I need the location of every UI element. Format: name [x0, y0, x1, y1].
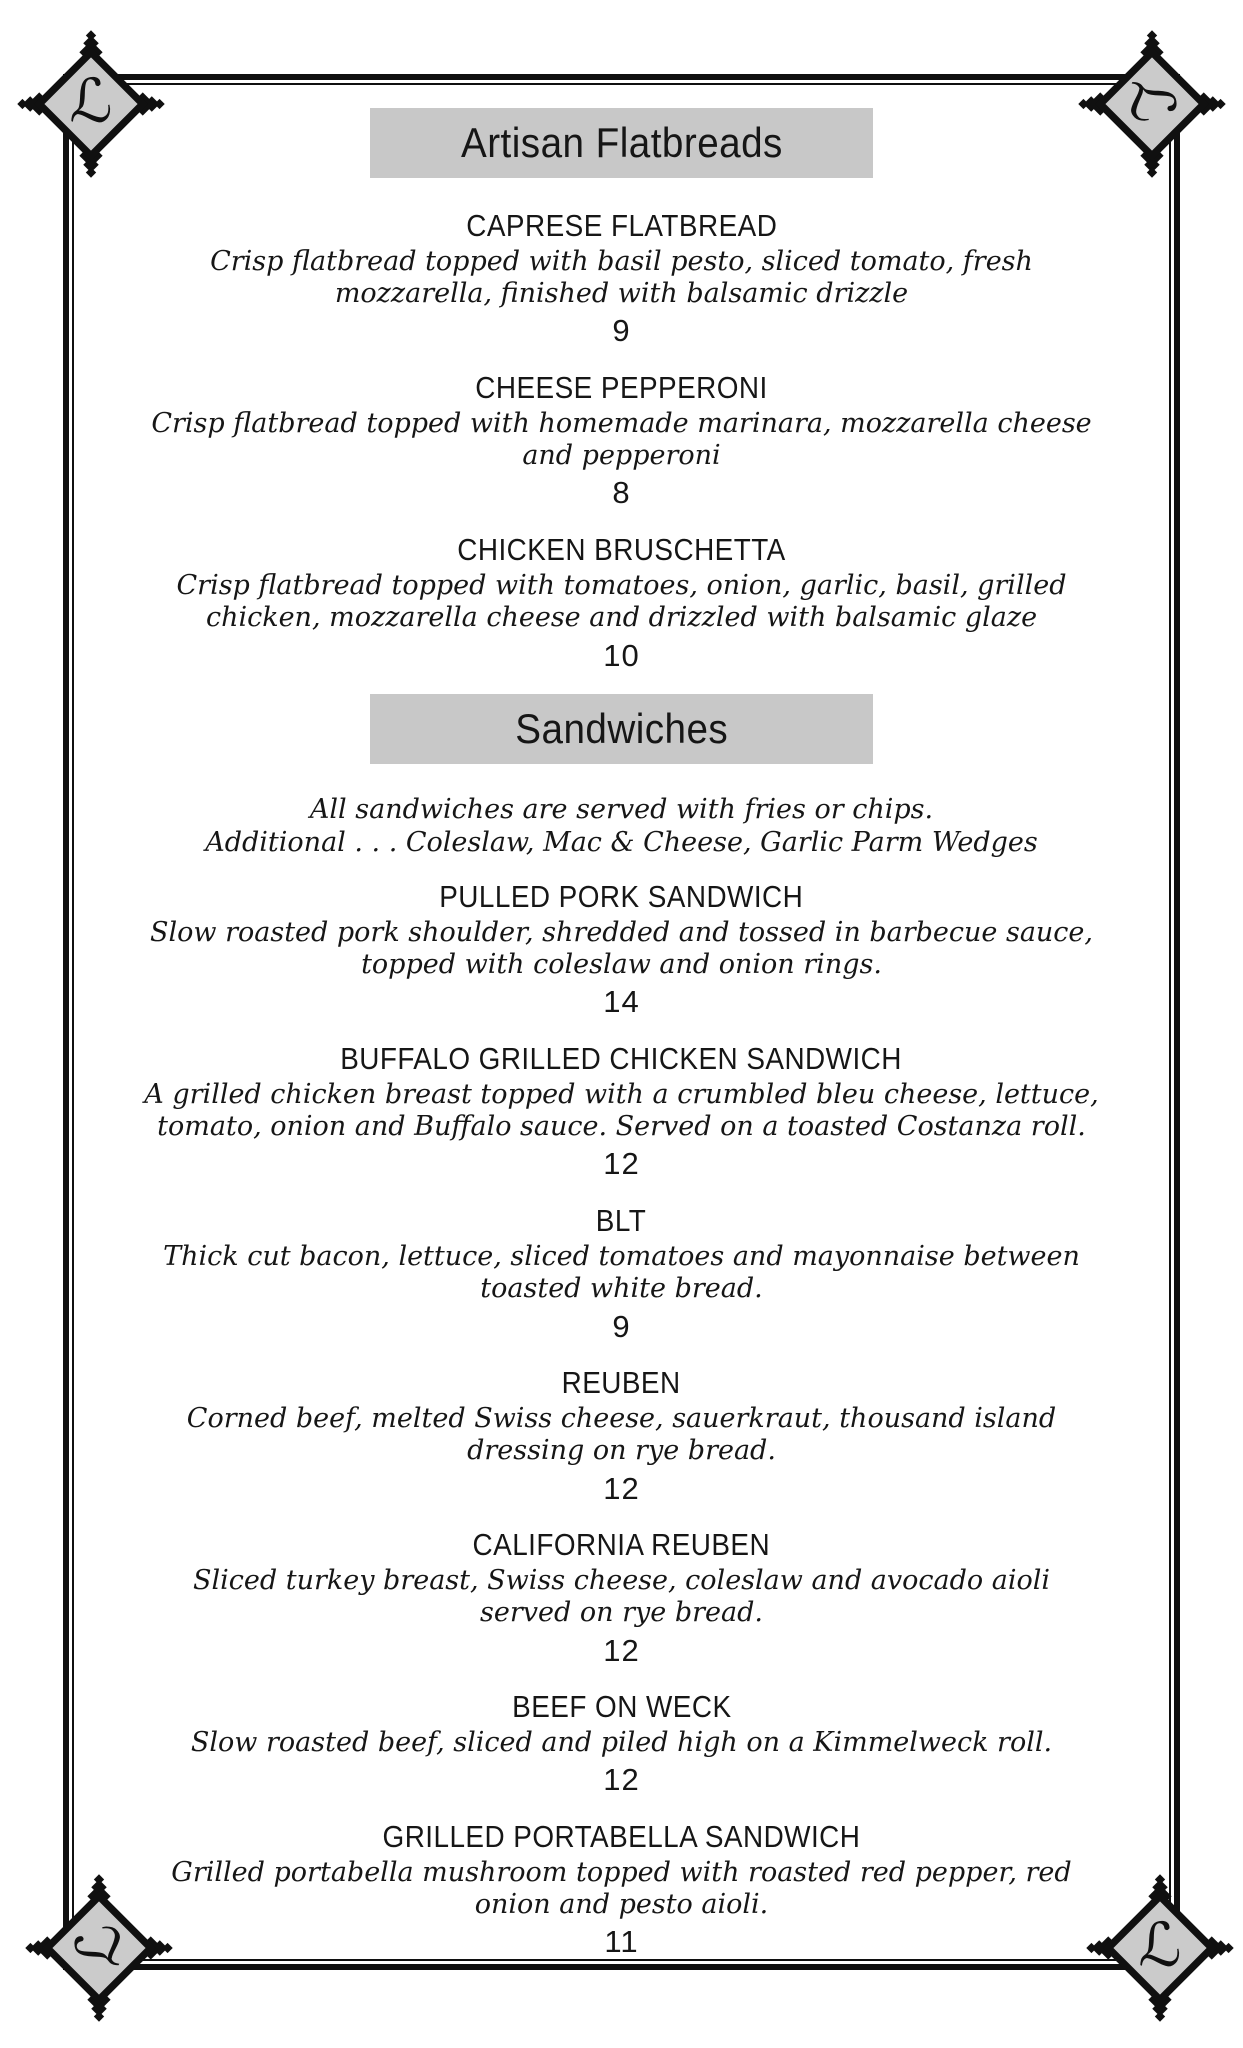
menu-item-description-line: tomato, onion and Buffalo sauce. Served on a toasted Costanza roll. [157, 1111, 1086, 1143]
menu-item-description-line: Sliced turkey breast, Swiss cheese, coleslaw and avocado aioli [192, 1564, 1051, 1596]
menu-item-name [102, 1365, 1142, 1401]
menu-item-price: 12 [603, 1762, 640, 1798]
menu-item [102, 1041, 1142, 1182]
menu-item-name [102, 1527, 1142, 1563]
menu-item-name-text: BEEF ON WECK [511, 1689, 732, 1725]
menu-item-description [102, 246, 1142, 311]
menu-item-description [102, 1565, 1142, 1630]
menu-item [102, 1819, 1142, 1960]
menu-item-name [102, 208, 1142, 244]
menu-item-price: 14 [603, 984, 640, 1020]
corner-ornament-bottom-right [1085, 1873, 1235, 2023]
menu-item [102, 208, 1142, 349]
menu-item [102, 1365, 1142, 1506]
menu-item-price: 10 [603, 637, 640, 673]
menu-item-description-line: Slow roasted beef, sliced and piled high on a Kimmelweck roll. [190, 1726, 1053, 1758]
menu-item-price: 12 [603, 1470, 640, 1506]
section-notes [63, 794, 1180, 859]
menu-item [102, 1203, 1142, 1344]
menu-item-description [102, 917, 1142, 982]
menu-item [102, 532, 1142, 673]
menu-item [102, 370, 1142, 511]
menu-item-price: 11 [604, 1924, 639, 1960]
menu-item-description-line: A grilled chicken breast topped with a crumbled bleu cheese, lettuce, [144, 1078, 1099, 1110]
menu-item-description-line: Slow roasted pork shoulder, shredded and tossed in barbecue sauce, [150, 916, 1093, 948]
menu-item-description-line: Thick cut bacon, lettuce, sliced tomatoes and mayonnaise between [163, 1240, 1080, 1272]
section-title: Sandwiches [515, 705, 728, 753]
menu-content [63, 66, 1187, 1970]
menu-item-description [102, 1727, 1142, 1759]
menu-item-description-line: mozzarella, finished with balsamic drizzle [334, 278, 909, 310]
menu-item-name-text: GRILLED PORTABELLA SANDWICH [382, 1818, 861, 1854]
menu-item-description-line: Grilled portabella mushroom topped with roasted red pepper, red [171, 1856, 1072, 1888]
monogram-letter: ℒ [1117, 79, 1187, 124]
menu-item-name [102, 879, 1142, 915]
menu-item-price: 12 [603, 1632, 640, 1668]
menu-item-description-line: and pepperoni [522, 440, 721, 472]
menu-item-price: 9 [612, 313, 631, 349]
menu-item-description-line: chicken, mozzarella cheese and drizzled with balsamic glaze [205, 602, 1038, 634]
menu-item-description-line: Corned beef, melted Swiss cheese, sauerkraut, thousand island [186, 1402, 1057, 1434]
menu-item-description-line: Crisp flatbread topped with tomatoes, onion, garlic, basil, grilled [176, 569, 1067, 601]
menu-item-description [102, 1079, 1142, 1144]
menu-item-name-text: BLT [596, 1203, 647, 1239]
section-note-line: All sandwiches are served with fries or chips. [309, 794, 934, 826]
menu-item-description [102, 1403, 1142, 1468]
menu-item-name-text: CALIFORNIA REUBEN [472, 1527, 771, 1563]
section-title: Artisan Flatbreads [460, 119, 783, 166]
section-header-band [370, 108, 873, 178]
menu-item-price: 12 [603, 1146, 640, 1182]
menu-item-description [102, 1241, 1142, 1306]
menu-item [102, 1527, 1142, 1668]
menu-item-name [102, 1041, 1142, 1077]
menu-item-description-line: Crisp flatbread topped with basil pesto, sliced tomato, fresh [210, 245, 1033, 277]
corner-ornament-top-right [1077, 29, 1227, 179]
menu-item [102, 1689, 1142, 1798]
menu-item-name-text: CHEESE PEPPERONI [475, 370, 768, 406]
monogram-letter: ℒ [64, 1923, 134, 1968]
menu-item-description-line: onion and pesto aioli. [474, 1888, 769, 1920]
menu-item-name-text: REUBEN [562, 1365, 681, 1401]
menu-item-price: 9 [612, 1308, 631, 1344]
menu-item-price: 8 [612, 475, 631, 511]
menu-item-description [102, 1857, 1142, 1922]
menu-item-description-line: Crisp flatbread topped with homemade marinara, mozzarella cheese [151, 407, 1092, 439]
menu-item-description [102, 408, 1142, 473]
monogram-letter: ℒ [1138, 1910, 1182, 1981]
menu-item-description-line: topped with coleslaw and onion rings. [361, 949, 882, 980]
menu-item-name [102, 370, 1142, 406]
menu-item-name [102, 1689, 1142, 1725]
corner-ornament-bottom-left [24, 1873, 174, 2023]
menu-item [102, 879, 1142, 1020]
menu-item-name [102, 532, 1142, 568]
menu-item-description-line: toasted white bread. [480, 1273, 763, 1305]
menu-item-name-text: CAPRESE FLATBREAD [465, 208, 778, 243]
menu-item-description [102, 570, 1142, 635]
menu-item-name [102, 1203, 1142, 1239]
menu-item-description-line: served on rye bread. [480, 1597, 763, 1629]
monogram-letter: ℒ [69, 66, 113, 137]
menu-item-name [102, 1819, 1142, 1855]
menu-item-name-text: CHICKEN BRUSCHETTA [457, 532, 786, 568]
section-note-line: Additional . . . Coleslaw, Mac & Cheese, Garlic Parm Wedges [205, 826, 1038, 858]
section-header-band [370, 694, 873, 764]
menu-item-name-text: BUFFALO GRILLED CHICKEN SANDWICH [340, 1041, 903, 1077]
menu-item-name-text: PULLED PORK SANDWICH [439, 878, 804, 914]
corner-ornament-top-left [16, 29, 166, 179]
menu-item-description-line: dressing on rye bread. [467, 1435, 776, 1467]
